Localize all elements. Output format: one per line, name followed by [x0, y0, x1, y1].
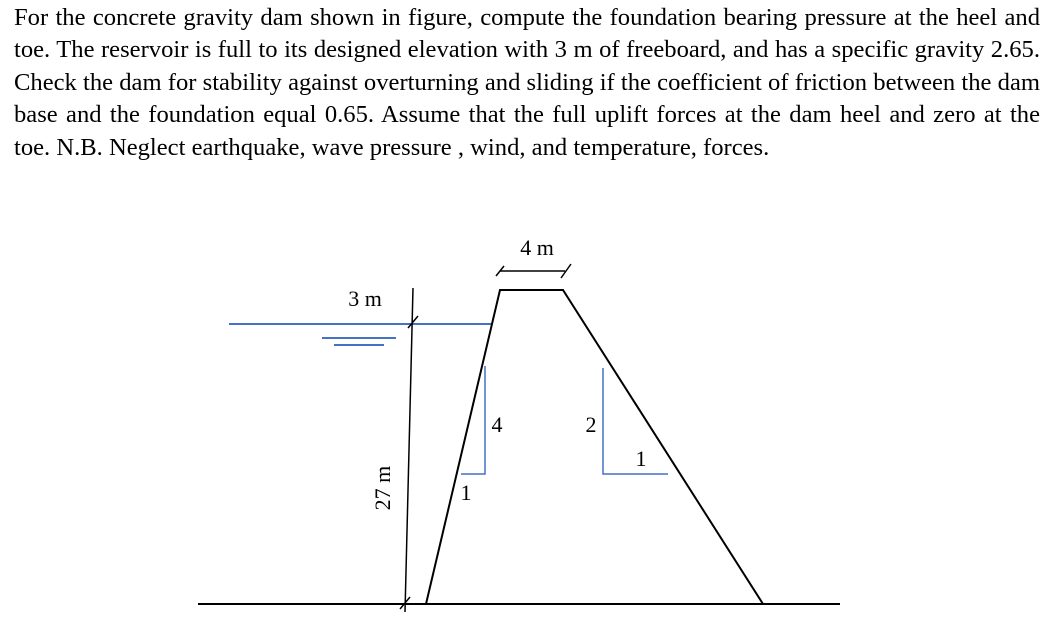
upstream-slope-triangle: [461, 366, 485, 474]
crest-width-label: 4 m: [520, 235, 554, 260]
height-dimension-line: [405, 288, 413, 612]
downstream-slope-run-label: 1: [635, 446, 647, 471]
upstream-slope-rise-label: 4: [491, 412, 503, 437]
downstream-slope-rise-label: 2: [585, 412, 597, 437]
dam-cross-section: [426, 290, 763, 604]
freeboard-label: 3 m: [348, 286, 382, 311]
upstream-slope-run-label: 1: [460, 480, 472, 505]
problem-statement: For the concrete gravity dam shown in figure, compute the foundation bearing pressure at the heel and toe. The reservoir is full to its designed elevation with 3 m of freeboard, and has a specific gravity 2.65. Check the dam for stability against overturning and sliding if the coefficient of friction between the dam base and the foundation equal 0.65. Assume that the full uplift forces at the dam heel and zero at the toe. N.B. Neglect earthquake, wave pressure , wind, and temperature, forces.: [14, 4, 1040, 161]
dam-height-label: 27 m: [370, 465, 396, 511]
